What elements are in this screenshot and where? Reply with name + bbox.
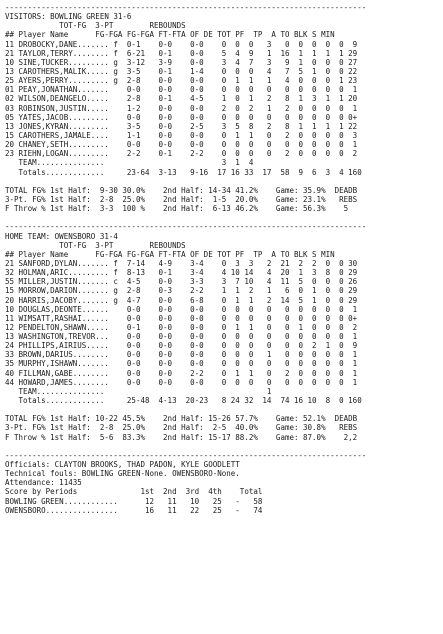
officials-line: Officials: CLAYTON BROOKS, THAD PADON, KYLE GOODLETT [5, 460, 240, 470]
visitors-player-row: 15 CAROTHERS,JAMALE.... 1-1 0-0 0-0 0 1 1 0 2 0 0 0 0 3 [5, 130, 358, 140]
visitors-player-row: 20 CHANEY,SETH......... 0-0 0-0 0-0 0 0 0 0 0 0 0 0 0 1 [5, 140, 358, 150]
visitors-player-row: 01 PEAY,JONATHAN....... 0-0 0-0 0-0 0 0 0 0 0 0 0 0 0 1 [5, 85, 358, 95]
score-by-periods-header: Score by Periods 1st 2nd 3rd 4th Total [5, 487, 263, 497]
spacer [5, 405, 443, 414]
home-column-header-2: ## Player Name FG-FGA FG-FGA FT-FTA OF DE TOT PF TP A TO BLK S MIN [5, 249, 335, 259]
home-player-row: 20 HARRIS,JACOBY....... g 4-7 0-0 6-8 0 1 1 2 14 5 1 0 0 29 [5, 295, 358, 305]
visitors-player-row: 13 CAROTHERS,MALIK..... g 3-5 0-1 1-4 0 0 0 4 7 5 1 0 0 22 [5, 66, 358, 76]
home-player-row: 32 HOLMAN,ARIC......... f 8-13 0-1 3-4 4 10 14 4 20 1 3 8 0 29 [5, 268, 358, 278]
home-ft-pct-line: F Throw % 1st Half: 5-6 83.3% 2nd Half: 15-17 88.2% Game: 87.0% 2,2 [5, 432, 358, 442]
visitors-team-row: TEAM............... 3 1 4 [5, 158, 254, 168]
visitors-column-header-2: ## Player Name FG-FGA FG-FGA FT-FTA OF DE TOT PF TP A TO BLK S MIN [5, 30, 335, 40]
technical-fouls-line: Technical fouls: BOWLING GREEN-None. OWENSBORO-None. [5, 469, 240, 479]
home-player-row: 44 HOWARD,JAMES........ 0-0 0-0 0-0 0 0 0 0 0 0 0 0 0 1 [5, 377, 358, 387]
home-player-row: 21 SANFORD,DYLAN....... f 7-14 4-9 3-4 0 3 3 2 21 2 2 0 0 30 [5, 258, 358, 268]
score-by-periods-row-visitors: BOWLING GREEN............ 12 11 10 25 - 58 [5, 496, 263, 506]
home-team-row: TEAM............... 1 [5, 386, 272, 396]
visitors-ft-pct-line: F Throw % 1st Half: 3-3 100 % 2nd Half: 6-13 46.2% Game: 56.3% 5 [5, 204, 349, 214]
visitors-player-row: 03 ROBINSON,JUSTIN..... 1-2 0-0 0-0 2 0 2 1 2 0 0 0 0 1 [5, 103, 358, 113]
home-column-header-1: TOT-FG 3-PT REBOUNDS [5, 240, 186, 250]
home-header: HOME TEAM: OWENSBORO 31-4 [5, 231, 118, 241]
home-player-row: 11 WIMSATT,RASHAI...... 0-0 0-0 0-0 0 0 0 0 0 0 0 0 0 0+ [5, 313, 358, 323]
visitors-player-row: 13 JONES,KYRAN......... 3-5 0-0 2-5 3 5 8 2 8 1 1 1 1 22 [5, 121, 358, 131]
home-player-row: 10 DOUGLAS,DEONTE...... 0-0 0-0 0-0 0 0 0 0 0 0 0 0 0 1 [5, 304, 358, 314]
spacer [5, 213, 443, 222]
home-player-row: 12 PENDELTON,SHAWN..... 0-1 0-0 0-0 0 1 1 0 0 1 0 0 0 2 [5, 322, 358, 332]
home-totals-row: Totals............. 25-48 4-13 20-23 8 24 32 14 74 16 10 8 0 160 [5, 396, 362, 406]
home-player-row: 24 PHILLIPS,AIRIUS..... 0-0 0-0 0-0 0 0 0 0 0 0 2 1 0 9 [5, 341, 358, 351]
visitors-totals-row: Totals............. 23-64 3-13 9-16 17 16 33 17 58 9 6 3 4 160 [5, 167, 362, 177]
top-divider: -------------------------------------------------------------------------------- [5, 3, 367, 12]
home-fg-pct-line: TOTAL FG% 1st Half: 10-22 45.5% 2nd Half: 15-26 57.7% Game: 52.1% DEADB [5, 414, 358, 424]
home-player-rows [5, 259, 443, 387]
section-divider: -------------------------------------------------------------------------------- [5, 222, 367, 232]
home-player-row: 33 BROWN,DARIUS........ 0-0 0-0 0-0 0 0 0 1 0 0 0 0 0 1 [5, 350, 358, 360]
home-player-row: 40 FILLMAN,GABE........ 0-0 0-0 2-2 0 1 1 0 2 0 0 0 0 1 [5, 368, 358, 378]
home-3pt-pct-line: 3-Pt. FG% 1st Half: 2-8 25.0% 2nd Half: 2-5 40.0% Game: 30.8% REBS [5, 423, 358, 433]
visitors-player-row: 21 TAYLOR,TERRY........ f 6-21 0-1 0-0 5 4 9 1 16 1 1 1 1 29 [5, 48, 358, 58]
home-player-row: 35 MURPHY,ISHAWN....... 0-0 0-0 0-0 0 0 0 0 0 0 0 0 0 1 [5, 359, 358, 369]
visitors-header: VISITORS: BOWLING GREEN 31-6 [5, 12, 132, 22]
visitors-player-row: 10 SINE,TUCKER......... g 3-12 3-9 0-0 3 4 7 3 9 1 0 0 0 27 [5, 57, 358, 67]
visitors-player-rows [5, 40, 443, 159]
spacer [5, 442, 443, 451]
visitors-player-row: 11 DROBOCKY,DANE....... f 0-1 0-0 0-0 0 0 0 3 0 0 0 0 0 9 [5, 39, 358, 49]
visitors-player-row: 05 YATES,JACOB......... 0-0 0-0 0-0 0 0 0 0 0 0 0 0 0 0+ [5, 112, 358, 122]
home-player-row: 55 MILLER,JUSTIN....... c 4-5 0-0 3-3 3 7 10 4 11 5 0 0 0 26 [5, 277, 358, 287]
visitors-player-row: 02 WILSON,DEANGELO..... 2-8 0-1 4-5 1 0 1 2 8 1 3 1 1 20 [5, 94, 358, 104]
visitors-fg-pct-line: TOTAL FG% 1st Half: 9-30 30.0% 2nd Half: 14-34 41.2% Game: 35.9% DEADB [5, 185, 358, 195]
spacer [5, 177, 443, 186]
home-player-row: 13 WASHINGTON,TREVOR... 0-0 0-0 0-0 0 0 0 0 0 0 0 0 0 1 [5, 332, 358, 342]
home-player-row: 15 MORROW,DARION....... g 2-8 0-3 2-2 1 1 2 1 6 0 1 0 0 29 [5, 286, 358, 296]
visitors-player-row: 25 AYERS,PERRY......... g 2-8 0-0 0-0 0 1 1 1 4 0 0 0 1 23 [5, 76, 358, 86]
section-divider: -------------------------------------------------------------------------------- [5, 450, 367, 460]
attendance-line: Attendance: 11435 [5, 478, 82, 488]
visitors-player-row: 23 RIEHN,LOGAN......... 2-2 0-1 2-2 0 0 0 0 2 0 0 0 0 2 [5, 149, 358, 159]
visitors-column-header-1: TOT-FG 3-PT REBOUNDS [5, 21, 186, 31]
score-by-periods-row-home: OWENSBORO................ 16 11 22 25 - 74 [5, 505, 263, 515]
visitors-3pt-pct-line: 3-Pt. FG% 1st Half: 2-8 25.0% 2nd Half: 1-5 20.0% Game: 23.1% REBS [5, 194, 358, 204]
